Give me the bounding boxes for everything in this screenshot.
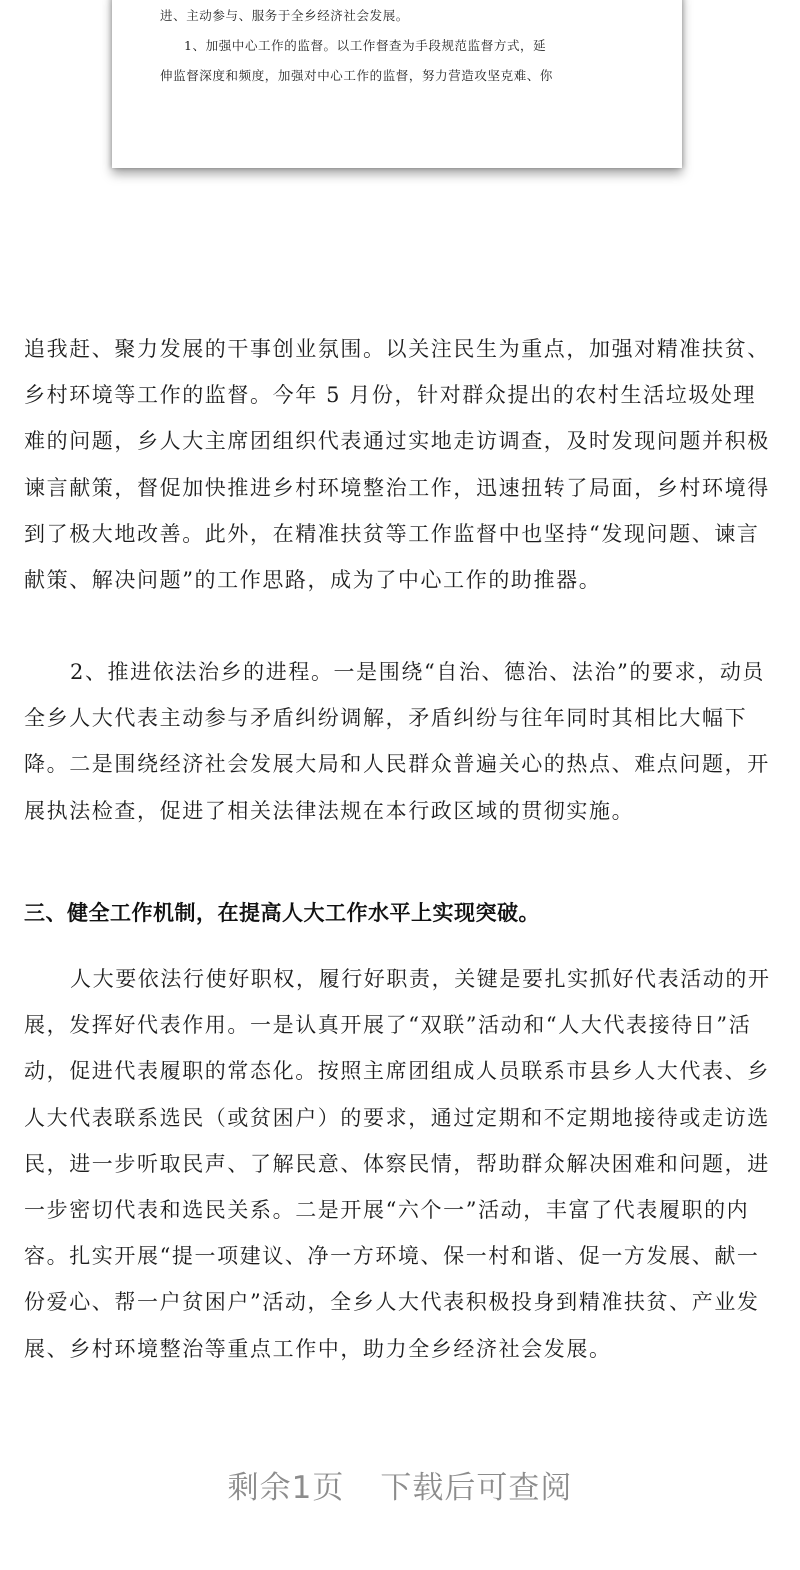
document-paragraph (24, 649, 776, 834)
section-heading: 三、健全工作机制，在提高人大工作水平上实现突破。 (24, 901, 540, 925)
download-hint-label[interactable]: 下载后可查阅 (380, 1470, 573, 1506)
document-paragraph (24, 326, 776, 603)
paragraph-text: 追我赶、聚力发展的干事创业氛围。以关注民生为重点，加强对精准扶贫、乡村环境等工作的监督。今年 5 月份，针对群众提出的农村生活垃圾处理难的问题，乡人大主席团组织代表通过实地走访调查，及时发现问题并积极谏言献策，督促加快推进乡村环境整治工作，迅速扭转了局面，乡村环境得到了极大地改善。此外，在精准扶贫等工作监督中也坚持“发现问题、谏言献策、解决问题”的工作思路，成为了中心工作的助推器。 (24, 337, 770, 593)
preview-line: 伸监督深度和频度，加强对中心工作的监督，努力营造攻坚克难、你 (160, 68, 554, 83)
download-prompt[interactable] (0, 1468, 800, 1508)
preview-line: 1、加强中心工作的监督。以工作督查为手段规范监督方式，延 (184, 38, 547, 53)
document-paragraph (24, 956, 776, 1372)
paragraph-text: 人大要依法行使好职权，履行好职责，关键是要扎实抓好代表活动的开展，发挥好代表作用。一是认真开展了“双联”活动和“人大代表接待日”活动，促进代表履职的常态化。按照主席团组成人员联系市县乡人大代表、乡人大代表联系选民（或贫困户）的要求，通过定期和不定期地接待或走访选民，进一步听取民声、了解民意、体察民情，帮助群众解决困难和问题，进一步密切代表和选民关系。二是开展“六个一”活动，丰富了代表履职的内容。扎实开展“提一项建议、净一方环境、保一村和谐、促一方发展、献一份爱心、帮一户贫困户”活动，全乡人大代表积极投身到精准扶贫、产业发展、乡村环境整治等重点工作中，助力全乡经济社会发展。 (24, 967, 771, 1361)
preview-line: 进、主动参与、服务于全乡经济社会发展。 (160, 8, 409, 23)
remaining-pages-label[interactable]: 剩余1页 (227, 1470, 345, 1506)
paragraph-text: 2、推进依法治乡的进程。一是围绕“自治、德治、法治”的要求，动员全乡人大代表主动参与矛盾纠纷调解，矛盾纠纷与往年同时其相比大幅下降。二是围绕经济社会发展大局和人民群众普遍关心的热点、难点问题，开展执法检查，促进了相关法律法规在本行政区域的贯彻实施。 (24, 660, 770, 823)
page-preview-card (112, 0, 682, 168)
